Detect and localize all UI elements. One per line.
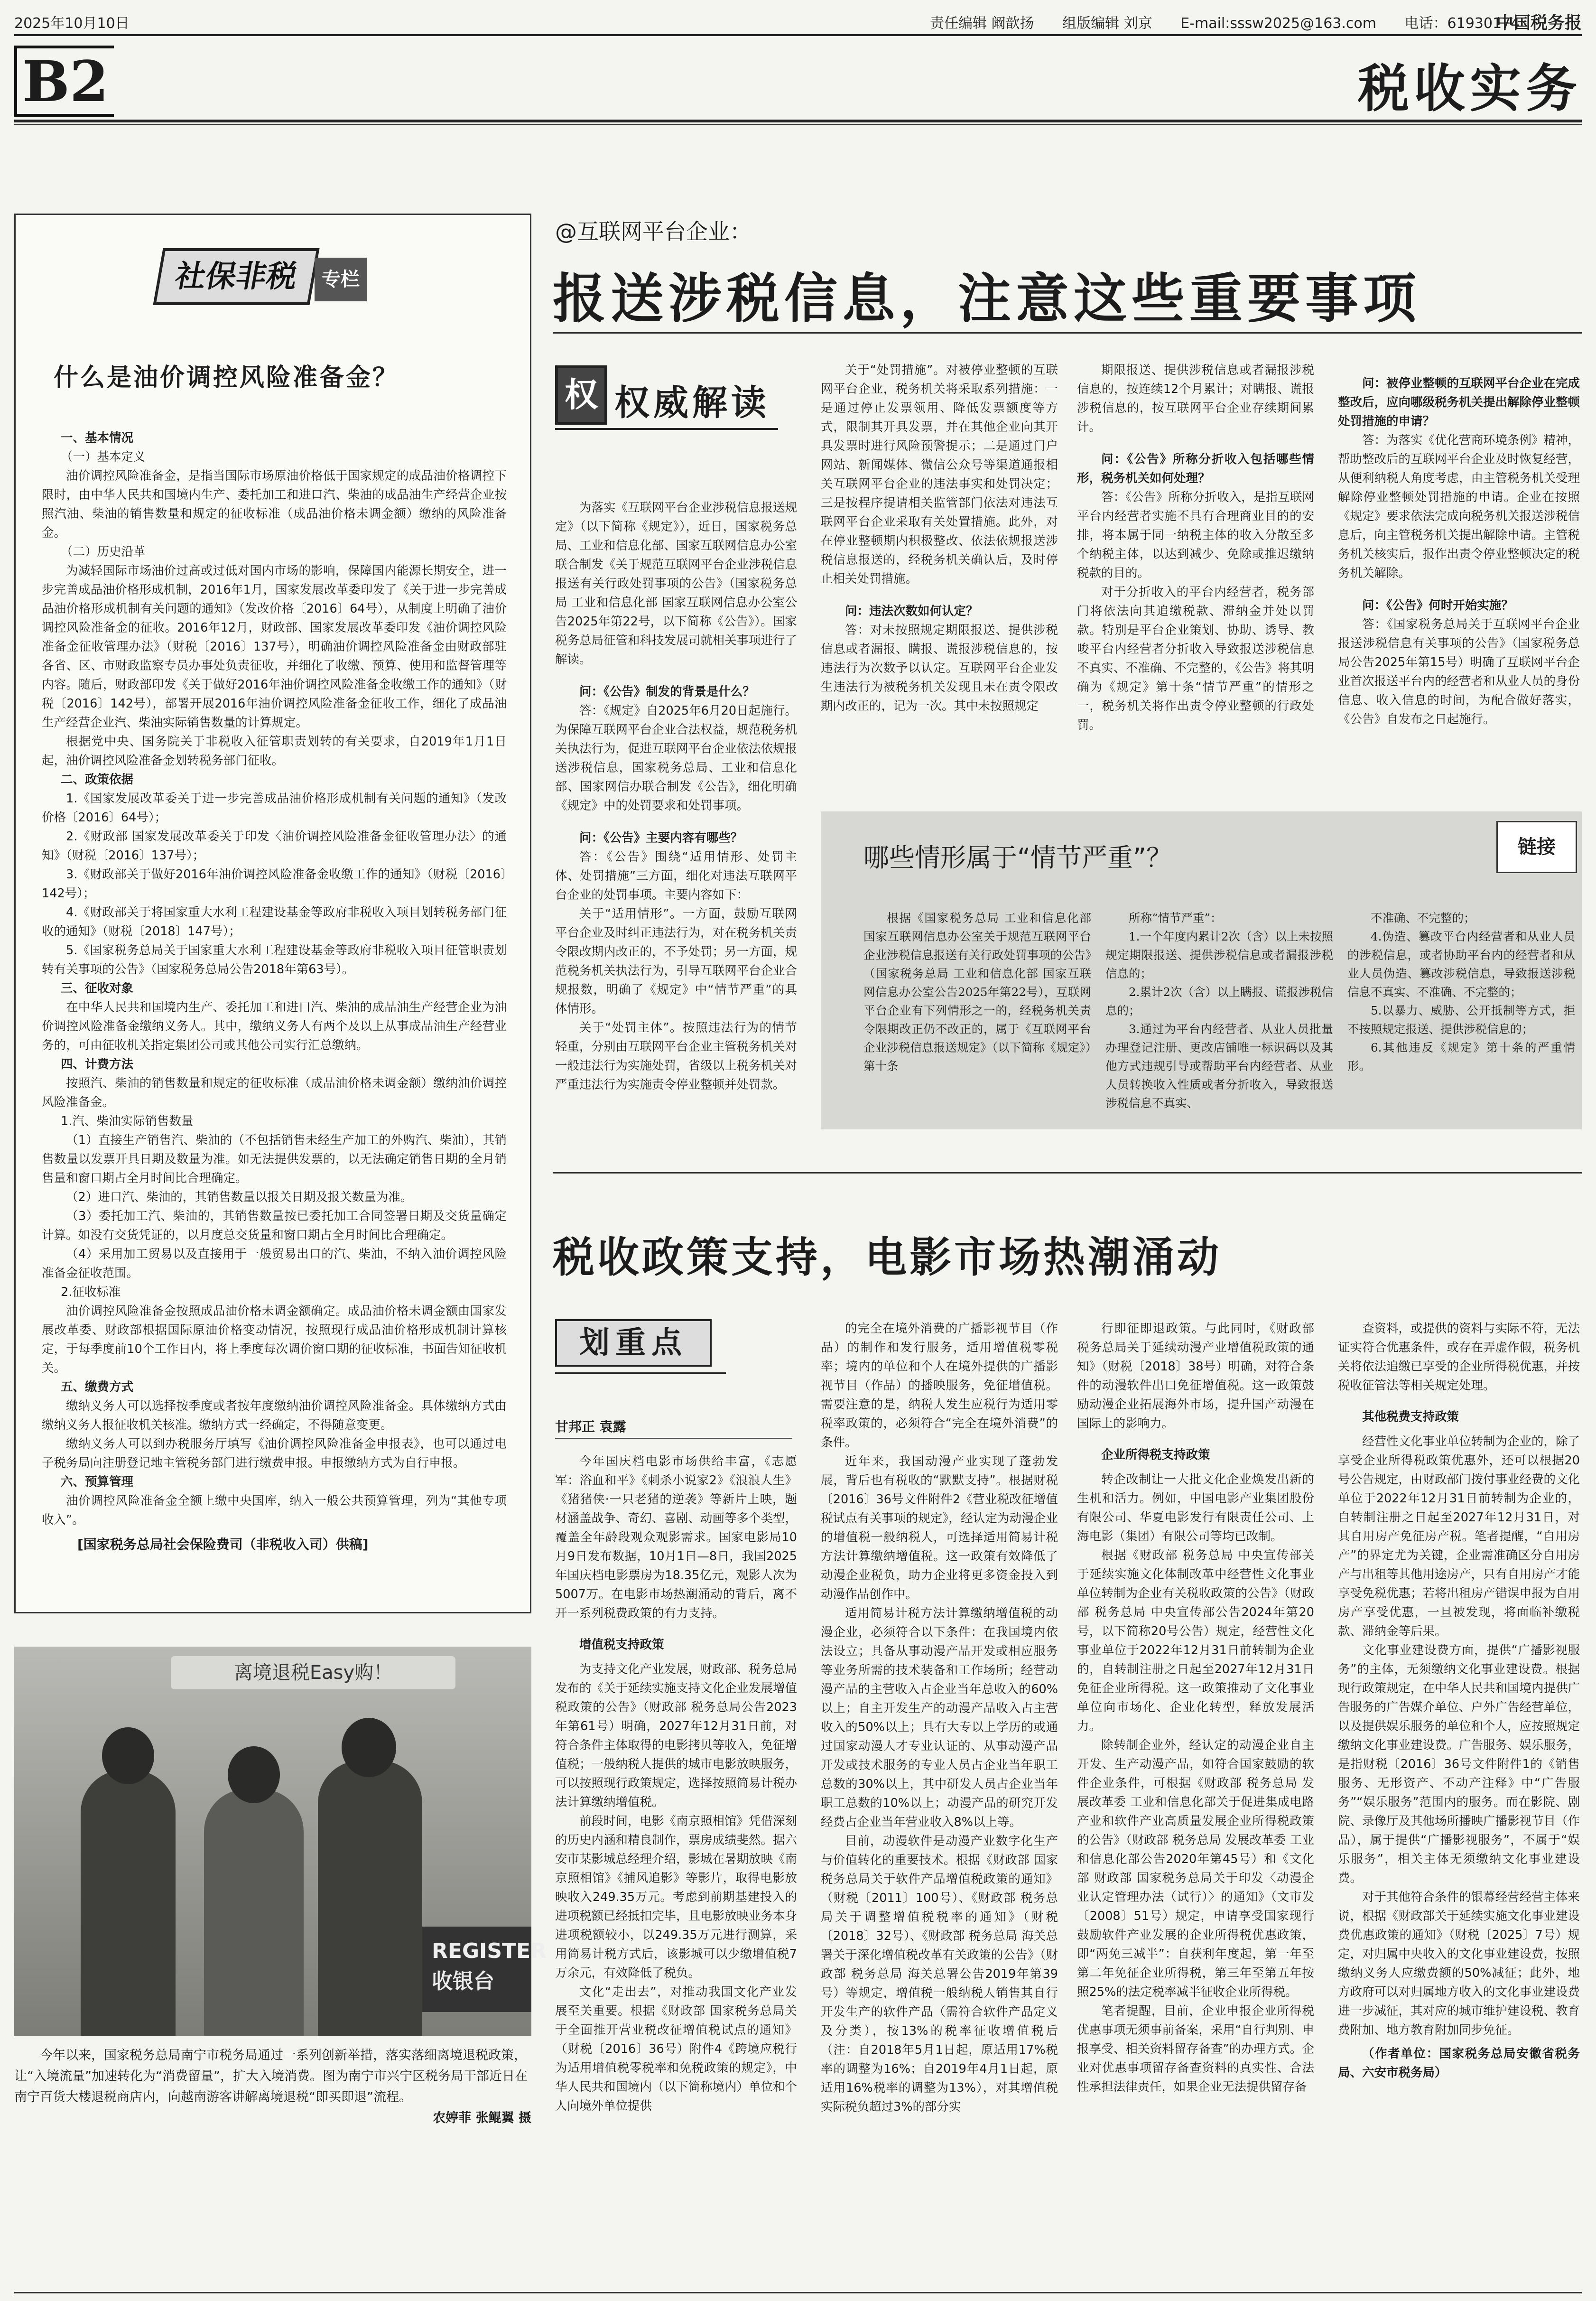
paragraph: 3.《财政部关于做好2016年油价调控风险准备金收缴工作的通知》（财税〔2016〕142号）；: [42, 867, 507, 901]
paragraph: 关于“处罚主体”。按照违法行为的情节轻重，分别由互联网平台企业主管税务机关对一般违法行为实施处罚，省级以上税务机关对严重违法行为实施责令停业整顿并处罚款。: [555, 1021, 798, 1092]
paragraph: （2）进口汽、柴油的，其销售数量以报关日期及报关数量为准。: [66, 1190, 413, 1204]
sidebar-column-1: [863, 909, 1091, 1075]
paragraph: （1）直接生产销售汽、柴油的（不包括销售未经生产加工的外购汽、柴油），其销售数量以发票开具日期及数量为准。如无法提供发票的，以无法确定销售日期的全月销售量和窗口期占全月时间比合理确定。: [42, 1133, 507, 1185]
sidebar-column-2: [1105, 909, 1333, 1112]
paragraph: 今年国庆档电影市场供给丰富，《志愿军：浴血和平》《刺杀小说家2》《浪浪人生》《猪猪侠·一只老猪的逆袭》等新片上映，题材涵盖战争、奇幻、喜剧、动画等多个类型，覆盖全年龄段观众观影需求。国家电影局10月9日发布数据，10月1日—8日，我国2025年国庆档电影票房为18.35亿元，观影人次为5007万。在电影市场热潮涌动的背后，离不开一系列税费政策的有力支持。: [555, 1454, 798, 1621]
paragraph: 缴纳义务人可以选择按季度或者按年度缴纳油价调控风险准备金。具体缴纳方式由缴纳义务人报征收机关核准。缴纳方式一经确定，不得随意变更。: [42, 1399, 507, 1432]
paragraph: 在中华人民共和国境内生产、委托加工和进口汽、柴油的成品油生产经营企业为油价调控风险准备金缴纳义务人。其中，缴纳义务人有两个及以上从事成品油生产经营业务的，可由征收机关指定集团公司或其他公司实行汇总缴纳。: [42, 1000, 507, 1053]
paragraph: 适用简易计税方法计算缴纳增值税的动漫企业，必须符合以下条件：在我国境内依法设立；具备从事动漫产品开发或相应服务等业务所需的技术装备和工作场所；经营动漫产品的主营收入占企业当年总收入的60%以上；自主开发生产的动漫产品收入占主营收入的50%以上；具有大专以上学历的或通过国家动漫人才专业认证的、从事动漫产品开发或技术服务的专业人员占企业当年职工总数的30%以上，其中研发人员占企业当年职工总数的10%以上；动漫产品的研究开发经费占企业当年营业收入8%以上等。: [821, 1606, 1058, 1829]
paragraph: 为减轻国际市场油价过高或过低对国内市场的影响，保障国内能源长期安全，进一步完善成品油价格形成机制，2016年1月，国家发展改革委印发了《关于进一步完善成品油价格形成机制有关问题的通知》（发改价格〔2016〕64号），从制度上明确了油价调控风险准备金的征收。2016年12月，财政部、国家发展改革委印发《油价调控风险准备金征收管理办法》（财税〔2016〕137号），明确油价调控风险准备金由财政部驻各省、区、市财政监察专员办事处负责征收，并细化了收缴、预算、使用和监督管理等内容。随后，财政部印发《关于做好2016年油价调控风险准备金收缴工作的通知》（财税〔2016〕142号），部署开展2016年油价调控风险准备金征收工作，细化了成品油生产经营企业汽、柴油实际销售数量的计算规定。: [42, 564, 507, 730]
sidebar-tag: 链接: [1496, 821, 1577, 873]
question: 问：《公告》何时开始实施？: [1362, 598, 1513, 613]
editor-info-1: 组版编辑 刘京: [1062, 15, 1152, 32]
sidebar-title: 哪些情形属于“情节严重”？: [863, 843, 1172, 873]
photo-person-1-head: [102, 1727, 154, 1784]
column-logo: [158, 248, 362, 310]
article1-column-3: [1077, 361, 1314, 735]
paragraph: 期限报送、提供涉税信息或者漏报涉税信息的，按连续12个月累计；对瞒报、谎报涉税信息的，按互联网平台企业存续期间累计。: [1077, 363, 1314, 434]
paragraph: 根据党中央、国务院关于非税收入征管职责划转的有关要求，自2019年1月1日起，油价调控风险准备金划转税务部门征收。: [42, 735, 507, 768]
column-logo-side: 专栏: [315, 258, 367, 301]
paragraph: 笔者提醒，目前，企业申报企业所得税优惠事项无须事前备案，采用“自行判别、申报享受、相关资料留存备查”的办理方式。企业对优惠事项留存备查资料的真实性、合法性承担法律责任，如果企业无法提供留存备: [1077, 2004, 1314, 2094]
page-header: [14, 9, 1582, 32]
photo-banner: 离境退税Easy购！: [171, 1656, 455, 1689]
editor-info-0: 责任编辑 阚歆扬: [930, 15, 1034, 32]
subheading: 增值税支持政策: [579, 1638, 664, 1652]
section-rule: [14, 120, 1582, 122]
paragraph: 关于“处罚措施”。对被停业整顿的互联网平台企业，税务机关将采取系列措施：一是通过停止发票领用、降低发票额度等方式，限制其开具发票，并在其他企业向其开具发票时进行风险预警提示；二是通过门户网站、新闻媒体、微信公众号等渠道通报相关互联网平台企业的违法事实和处罚决定；三是按程序提请相关监管部门依法对违法互联网平台企业采取有关处置措施。此外，对在停业整顿期内积极整改、依法依规报送涉税信息报送的，经税务机关确认后，及时停止相关处罚措施。: [821, 363, 1058, 586]
subheading: 六、预算管理: [61, 1475, 134, 1489]
article1-column-2: [821, 361, 1058, 716]
paragraph: 油价调控风险准备金按照成品油价格未调金额确定。成品油价格未调金额由国家发展改革委、财政部根据国际原油价格变动情况，按照现行成品油价格形成机制计算核定，于每季度前10个工作日内，将上季度每次调价窗口期的征收标准，书面告知征收机关。: [42, 1304, 507, 1375]
paragraph: 油价调控风险准备金全额上缴中央国库，纳入一般公共预算管理，列为“其他专项收入”。: [42, 1494, 507, 1527]
paragraph: 文化“走出去”，对推动我国文化产业发展至关重要。根据《财政部 国家税务总局关于全面推开营业税改征增值税试点的通知》（财税〔2016〕36号）附件4《跨境应税行为适用增值税零税率和免税政策的规定》，中华人民共和国境内（以下简称境内）单位和个人向境外单位提供: [555, 1985, 798, 2113]
article-divider: [553, 1172, 1582, 1174]
sidebar-paragraph: 所称“情节严重”：: [1129, 911, 1222, 925]
paragraph: 经营性文化事业单位转制为企业的，除了享受企业所得税政策优惠外，还可以根据20号公告规定，由财政部门拨付事业经费的文化单位于2022年12月31日前转制为企业的，自转制注册之日起至2027年12月31日，对其自用房产免征房产税。笔者提醒，“自用房产”的界定尤为关键，企业需准确区分自用房产与出租等其他用途房产，只有自用房产才能享受免税优惠；若将出租房产错误申报为自用房产享受优惠，一旦被发现，将面临补缴税款、滞纳金等后果。: [1338, 1435, 1580, 1639]
paragraph: 答：《国家税务总局关于互联网平台企业报送涉税信息有关事项的公告》（国家税务总局公告2025年第15号）明确了互联网平台企业首次报送平台内的经营者和从业人员的身份信息、收入信息的时间，为配合做好落实，《公告》自发布之日起施行。: [1338, 617, 1580, 727]
article1-headline: 报送涉税信息，注意这些重要事项: [553, 268, 1421, 330]
paragraph: 对于其他符合条件的银幕经营经营主体来说，根据《财政部关于延续实施文化事业建设费优惠政策的通知》（财税〔2025〕7号）规定，对归属中央收入的文化事业建设费，按照缴纳义务人应缴费额的50%减征；此外，地方政府可以对归属地方收入的文化事业建设费进一步减征，其对应的城市维护建设税、教育费附加、地方教育附加同步免征。: [1338, 1890, 1580, 2037]
sidebar-paragraph: 3.通过为平台内经营者、从业人员批量办理登记注册、更改店铺唯一标识码以及其他方式违规引导或帮助平台内经营者、从业人员转换收入性质或者分折收入，导致报送涉税信息不真实、: [1105, 1022, 1333, 1110]
sidebar-paragraph: 1.一个年度内累计2次（含）以上未按照规定期限报送、提供涉税信息或者漏报涉税信息的；: [1105, 930, 1333, 980]
paragraph: （4）采用加工贸易以及直接用于一般贸易出口的汽、柴油，不纳入油价调控风险准备金征收范围。: [42, 1247, 507, 1280]
paragraph: 目前，动漫软件是动漫产业数字化生产与价值转化的重要技术。根据《财政部 国家税务总局关于软件产品增值税政策的通知》（财税〔2011〕100号）、《财政部 税务总局关于调整增值税税率的通知》（财税〔2018〕32号）、《财政部 税务总局 海关总署关于深化增值税改革有关政策的公告》（财政部 税务总局 海关总署公告2019年第39号）等规定，增值税一般纳税人销售其自行开发生产的软件产品（需符合软件产品定义及分类），按13%的税率征收增值税后（注：自2018年5月1日起，原适用17%税率的调整为16%；自2019年4月1日起，原适用16%税率的调整为13%），对其增值税实际税负超过3%的部分实: [821, 1834, 1058, 2114]
photo-caption: [14, 2045, 531, 2129]
paragraph: 答：对未按照规定期限报送、提供涉税信息或者漏报、瞒报、谎报涉税信息的，按违法行为次数予以认定。互联网平台企业发生违法行为被税务机关发现且未在责令限改期内改正的，记为一次。其中未按照规定: [821, 623, 1058, 713]
paragraph: 答：为落实《优化营商环境条例》精神，帮助整改后的互联网平台企业及时恢复经营，从便利纳税人角度考虑，由主管税务机关受理解除停业整顿处罚措施的申请。企业在按照《规定》要求依法完成向税务机关报送涉税信息后，向主管税务机关提出解除申请。主管税务机关核实后，报作出责令停业整顿决定的税务机关解除。: [1338, 433, 1580, 580]
page-number: B2: [14, 46, 114, 117]
paragraph: 文化事业建设费方面，提供“广播影视服务”的主体，无须缴纳文化事业建设费。根据现行政策规定，在中华人民共和国境内提供广告服务的广告媒介单位、户外广告经营单位，以及提供娱乐服务的单位和个人，应按照规定缴纳文化事业建设费。广告服务、娱乐服务，是指财税〔2016〕36号文件附件1的《销售服务、无形资产、不动产注释》中“广告服务”“娱乐服务”范围内的服务。而在影院、剧院、录像厅及其他场所播映广播影视节目（作品），属于提供“广播影视服务”，不属于“娱乐服务”，相关主体无须缴纳文化事业建设费。: [1338, 1643, 1580, 1885]
photo-caption-text: 今年以来，国家税务总局南宁市税务局通过一系列创新举措，落实落细离境退税政策，让“入境流量”加速转化为“消费留量”，扩大入境消费。图为南宁市兴宁区税务局干部近日在南宁百货大楼退税商店内，向越南游客讲解离境退税“即买即退”流程。: [14, 2048, 528, 2105]
sidebar-box: [821, 811, 1582, 1129]
paragraph: （二）历史沿革: [61, 545, 146, 559]
photo-person-2: [204, 1789, 304, 2036]
paragraph: 答：《公告》所称分折收入，是指互联网平台内经营者实施不具有合理商业目的的安排，将本属于同一纳税主体的收入分散至多个纳税主体，以达到减少、免除或推迟缴纳税款的目的。: [1077, 490, 1314, 580]
editor-info-2: E-mail:sssw2025@163.com: [1180, 15, 1376, 32]
article2-headline: 税收政策支持，电影市场热潮涌动: [553, 1232, 1222, 1282]
column-box: [14, 214, 531, 1613]
column-headline: 什么是油价调控风险准备金？: [54, 363, 399, 392]
sidebar-paragraph: 5.以暴力、威胁、公开抵制等方式，拒不按照规定报送、提供涉税信息的；: [1347, 1004, 1575, 1036]
paragraph: 5.《国家税务总局关于国家重大水利工程建设基金等政府非税收入项目征管职责划转有关事项的公告》（国家税务总局公告2018年第63号）。: [42, 943, 507, 977]
subheading: 三、征收对象: [61, 981, 134, 996]
question: 问：被停业整顿的互联网平台企业在完成整改后，应向哪级税务机关提出解除停业整顿处罚措施的申请？: [1338, 376, 1580, 429]
paragraph: 答：《规定》自2025年6月20日起施行。为保障互联网平台企业合法权益，规范税务机关执法行为，促进互联网平台企业依法依规报送涉税信息，国家税务总局、工业和信息化部、国家网信办联合制发《公告》，细化明确《规定》中的处罚要求和处罚事项。: [555, 704, 798, 813]
subheading: 二、政策依据: [61, 773, 134, 787]
paragraph: 1.《国家发展改革委关于进一步完善成品油价格形成机制有关问题的通知》（发改价格〔2016〕64号）；: [42, 792, 507, 825]
paragraph: 缴纳义务人可以到办税服务厅填写《油价调控风险准备金申报表》，也可以通过电子税务局向注册登记地主管税务部门进行缴费申报。申报缴纳方式为自行申报。: [42, 1437, 507, 1470]
paragraph: 查资料，或提供的资料与实际不符，无法证实符合优惠条件，或存在弄虚作假，税务机关将依法追缴已享受的企业所得税优惠，并按税收征管法等相关规定处理。: [1338, 1322, 1580, 1393]
photo-person-1: [81, 1770, 176, 2036]
article1-rule: [553, 332, 1582, 334]
paragraph: 除转制企业外，经认定的动漫企业自主开发、生产动漫产品，如符合国家鼓励的软件企业条件，可根据《财政部 税务总局 发展改革委 工业和信息化部关于促进集成电路产业和软件产业高质量发展企业所得税政策的公告》（财政部 税务总局 发展改革委 工业和信息化部公告2020年第45号）和《文化部 财政部 国家税务总局关于印发〈动漫企业认定管理办法（试行）〉的通知》（文市发〔2008〕51号）规定，申请享受国家现行鼓励软件产业发展的企业所得税优惠政策，即“两免三减半”：自获利年度起，第一年至第二年免征企业所得税，第三年至第五年按照25%的法定税率减半征收企业所得税。: [1077, 1738, 1314, 1999]
subheading: 四、计费方法: [61, 1057, 134, 1071]
question: 问：《公告》所称分折收入包括哪些情形，税务机关如何处理？: [1077, 452, 1314, 485]
paragraph: （一）基本定义: [61, 450, 146, 464]
paragraph: 关于“适用情形”。一方面，鼓励互联网平台企业及时纠正违法行为，对在税务机关责令限改期内改正的，不予处罚；另一方面，规范税务机关执法行为，引导互联网平台企业合规报数，明确了《规定》中“情节严重”的具体情形。: [555, 907, 798, 1016]
photo-person-3: [318, 1761, 422, 2036]
column-logo-main: 社保非税: [153, 248, 319, 305]
paragraph: 根据《财政部 税务总局 中央宣传部关于延续实施文化体制改革中经营性文化事业单位转制为企业有关税收政策的公告》（财政部 税务总局 中央宣传部公告2024年第20号，以下简称20号公告）规定，经营性文化事业单位于2022年12月31日前转制为企业的，自转制注册之日起至2027年12月31日免征企业所得税。这一政策推动了文化事业单位向市场化、企业化转型，释放发展活力。: [1077, 1548, 1314, 1733]
subheading: 一、基本情况: [61, 431, 134, 445]
question: 问：《公告》主要内容有哪些？: [579, 831, 743, 845]
header-rule: [14, 34, 1582, 36]
paragraph: 答：《公告》围绕“适用情形、处罚主体、处罚措施”三方面，细化对违法互联网平台企业的处罚事项。主要内容如下：: [555, 850, 797, 902]
photo-credit: 农婷菲 张鲲翼 摄: [433, 2111, 531, 2125]
subheading: 企业所得税支持政策: [1101, 1448, 1210, 1462]
photo-person-3-head: [342, 1718, 396, 1777]
paragraph: 1.汽、柴油实际销售数量: [61, 1114, 194, 1128]
section-rule-thin: [14, 124, 1582, 125]
paragraph: （作者单位：国家税务总局安徽省税务局、六安市税务局）: [1338, 2047, 1580, 2080]
paragraph: 对于分折收入的平台内经营者，税务部门将依法向其追缴税款、滞纳金并处以罚款。特别是平台企业策划、协助、诱导、教唆平台内经营者分折收入导致报送涉税信息不真实、不准确、不完整的，《公告》将其明确为《规定》第十条“情节严重”的情形之一，税务机关将作出责令停业整顿的行政处罚。: [1077, 585, 1314, 732]
photo-person-2-head: [228, 1746, 280, 1803]
sidebar-column-3: [1347, 909, 1575, 1075]
paragraph: 转企改制让一大批文化企业焕发出新的生机和活力。例如，中国电影产业集团股份有限公司、华夏电影发行有限责任公司、上海电影（集团）有限公司等均已改制。: [1077, 1472, 1314, 1544]
question: 问：《公告》制发的背景是什么？: [579, 685, 755, 699]
paragraph: 4.《财政部关于将国家重大水利工程建设基金等政府非税收入项目划转税务部门征收的通知》（财税〔2018〕147号）；: [42, 905, 507, 939]
paragraph: 2.征收标准: [61, 1285, 121, 1299]
issue-date: 2025年10月10日: [14, 15, 130, 32]
article2-byline: 甘邦正 袁露: [555, 1419, 626, 1435]
section-title: 税收实务: [1357, 59, 1582, 119]
article2-column-2: [821, 1319, 1058, 2116]
paragraph: 前段时间，电影《南京照相馆》凭借深刻的历史内涵和精良制作，票房成绩斐然。据六安市某影城总经理介绍，影城在暑期放映《南京照相馆》《捕风追影》等影片，取得电影放映收入249.35万元。考虑到前期基建投入的进项税额已经抵扣完毕，且电影放映业务本身进项税额较小，以249.35万元进行测算，采用简易计税方式后，该影城可以少缴增值税7万余元，有效降低了税负。: [555, 1814, 798, 1980]
article2-column-1: [555, 1452, 797, 2115]
paragraph: 按照汽、柴油的销售数量和规定的征收标准（成品油价格未调金额）缴纳油价调控风险准备金。: [42, 1076, 507, 1109]
photo-register-sign: REGISTER 收银台: [422, 1927, 531, 2012]
editor-info: [930, 11, 1543, 32]
news-photo: [14, 1647, 547, 2036]
paragraph: 2.《财政部 国家发展改革委关于印发〈油价调控风险准备金征收管理办法〉的通知》（财税〔2016〕137号）；: [42, 829, 507, 863]
sidebar-paragraph: 4.伪造、篡改平台内经营者和从业人员的涉税信息，或者协助平台内的经营者和从业人员伪造、篡改涉税信息，导致报送涉税信息不真实、不准确、不完整的；: [1347, 930, 1575, 999]
subheading: 其他税费支持政策: [1362, 1410, 1459, 1424]
paper-name: 中国税务报: [1496, 13, 1582, 33]
authority-logo-box: 权: [555, 365, 607, 425]
article1-column-4: [1338, 361, 1580, 729]
sidebar-paragraph: 6.其他违反《规定》第十条的严重情形。: [1347, 1041, 1575, 1073]
authority-logo: [555, 365, 792, 432]
paragraph: 行即征即退政策。与此同时，《财政部 税务总局关于延续动漫产业增值税政策的通知》（财税〔2018〕38号）明确，对符合条件的动漫软件出口免征增值税。这一政策鼓励动漫企业拓展海外市场，提升国产动漫在国际上的影响力。: [1077, 1322, 1314, 1431]
paragraph: （3）委托加工汽、柴油的，其销售数量按已委托加工合同签署日期及交货量确定计算。如没有交货凭证的，以月度总交货量和窗口期占全月时间比合理确定。: [42, 1209, 507, 1242]
authority-logo-text: 权威解读: [614, 382, 770, 423]
footer-rule: [14, 2292, 1582, 2293]
byline-rule: [555, 1438, 792, 1439]
question: 问：违法次数如何认定？: [845, 604, 978, 618]
article2-column-4: [1338, 1319, 1580, 2082]
article1-tagline: @互联网平台企业：: [555, 219, 752, 244]
paragraph: 为落实《互联网平台企业涉税信息报送规定》（以下简称《规定》），近日，国家税务总局、工业和信息化部、国家互联网信息办公室联合制发《关于规范互联网平台企业涉税信息报送有关行政处罚事项的公告》（国家税务总局 工业和信息化部 国家互联网信息办公室公告2025年第22号，以下简称《公告》）。国家税务总局征管和科技发展司就相关事项进行了解读。: [555, 501, 798, 667]
sidebar-paragraph: 2.累计2次（含）以上瞒报、谎报涉税信息的；: [1105, 985, 1333, 1017]
column-body: [42, 429, 507, 1529]
sidebar-paragraph: 根据《国家税务总局 工业和信息化部 国家互联网信息办公室关于规范互联网平台企业涉税信息报送有关行政处罚事项的公告》（国家税务总局 工业和信息化部 国家互联网信息办公室公告2025年第22号），互联网平台企业有下列情形之一的，经税务机关责令限期改正仍不改正的，属于《互联网平台企业涉税信息报送规定》（以下简称《规定》）第十条: [863, 911, 1091, 1073]
subheading: 五、缴费方式: [61, 1380, 134, 1394]
paragraph: 的完全在境外消费的广播影视节目（作品）的制作和发行服务，适用增值税零税率；境内的单位和个人在境外提供的广播影视节目（作品）的播映服务，免征增值税。需要注意的是，纳税人发生应税行为适用零税率政策的，必须符合“完全在境外消费”的条件。: [821, 1322, 1058, 1450]
paragraph: 油价调控风险准备金，是指当国际市场原油价格低于国家规定的成品油价格调控下限时，由中华人民共和国境内生产、委托加工和进口汽、柴油的成品油生产经营企业按照汽油、柴油的销售数量和规定的征收标准（成品油价格未调金额）缴纳的风险准备金。: [42, 469, 507, 540]
article1-column-1: [555, 498, 797, 1094]
key-points-logo-underline: [555, 1372, 726, 1374]
editor-info-3: 电话：61930174: [1404, 15, 1520, 32]
paragraph: 为支持文化产业发展，财政部、税务总局发布的《关于延续实施支持文化企业发展增值税政策的公告》（财政部 税务总局公告2023年第61号）明确，2027年12月31日前，对符合条件主体取得的电影拷贝等收入，免征增值税；一般纳税人提供的城市电影放映服务，可以按照现行政策规定，选择按照简易计税办法计算缴纳增值税。: [555, 1662, 798, 1809]
paragraph: 近年来，我国动漫产业实现了蓬勃发展，背后也有税收的“默默支持”。根据财税〔2016〕36号文件附件2《营业税改征增值税试点有关事项的规定》，经认定为动漫企业的增值税一般纳税人，可选择适用简易计税方法计算缴纳增值税。这一政策有效降低了动漫企业税负，助力企业将更多资金投入到动漫作品创作中。: [821, 1454, 1058, 1602]
sidebar-paragraph: 不准确、不完整的；: [1371, 911, 1475, 925]
article2-column-3: [1077, 1319, 1314, 2096]
column-source: [国家税务总局社会保险费司（非税收入司）供稿]: [77, 1537, 369, 1552]
authority-logo-underline: [555, 428, 778, 430]
key-points-logo-text: 划重点: [555, 1319, 712, 1367]
key-points-logo: [555, 1319, 745, 1381]
